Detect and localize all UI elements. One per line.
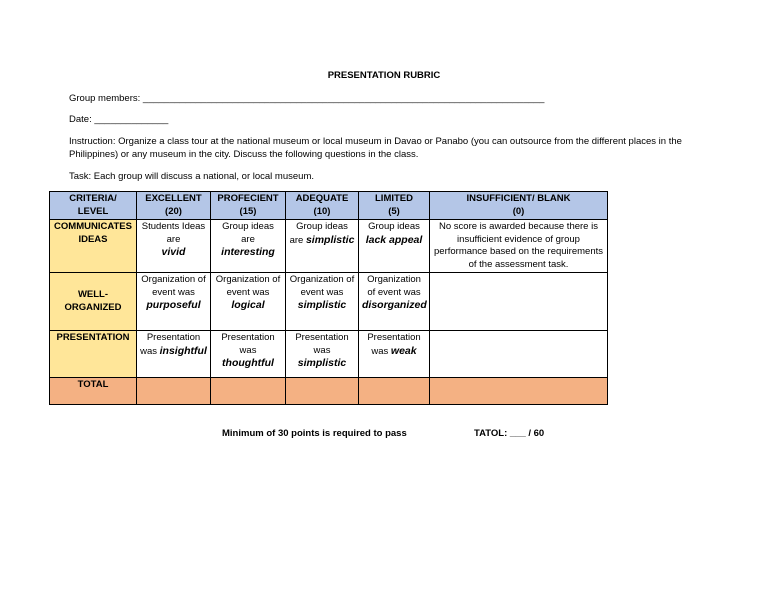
total-cell [359, 378, 430, 405]
header-row [50, 192, 608, 220]
rubric-cell: Group ideas lack appeal [359, 220, 430, 273]
rubric-cell: No score is awarded because there is insufficient evidence of group performance based on the requirements of the assessment task. [430, 220, 608, 273]
rubric-cell: Organization of event was purposeful [137, 273, 211, 331]
group-members-line: Group members: ____________________________________________________________________________ [69, 93, 545, 104]
table-row [50, 331, 608, 378]
criteria-cell: COMMUNICATES IDEAS [50, 220, 137, 273]
rubric-cell: Organization of event was logical [211, 273, 286, 331]
header-excellent: EXCELLENT (20) [137, 192, 211, 220]
total-row [50, 378, 608, 405]
date-line: Date: ______________ [69, 114, 169, 125]
table-row [50, 220, 608, 273]
table-row [50, 273, 608, 331]
rubric-cell: Organization of event was disorganized [359, 273, 430, 331]
instruction-text: Instruction: Organize a class tour at the national museum or local museum in Davao or Panabo (you can outsource from the different places in the Philippines) or any museum in the city. Discuss the following questions in the class. [69, 136, 682, 160]
criteria-cell: WELL-ORGANIZED [50, 273, 137, 331]
total-cell [430, 378, 608, 405]
rubric-table [49, 191, 608, 405]
header-limited: LIMITED (5) [359, 192, 430, 220]
rubric-cell: Presentation was thoughtful [211, 331, 286, 378]
header-insufficient: INSUFFICIENT/ BLANK (0) [430, 192, 608, 220]
header-criteria: CRITERIA/ LEVEL [50, 192, 137, 220]
total-cell [211, 378, 286, 405]
total-score-line: TATOL: ___ / 60 [474, 428, 545, 439]
rubric-cell [430, 331, 608, 378]
rubric-cell [430, 273, 608, 331]
rubric-cell: Presentation was insightful [137, 331, 211, 378]
rubric-cell: Group ideas are simplistic [286, 220, 359, 273]
criteria-cell: PRESENTATION [50, 331, 137, 378]
total-cell [137, 378, 211, 405]
rubric-cell: Presentation was weak [359, 331, 430, 378]
rubric-cell: Students Ideas are vivid [137, 220, 211, 273]
header-adequate: ADEQUATE (10) [286, 192, 359, 220]
task-text: Task: Each group will discuss a national, or local museum. [69, 171, 315, 182]
total-label: TOTAL [50, 378, 137, 405]
page-title: PRESENTATION RUBRIC [327, 70, 441, 81]
minimum-points-note: Minimum of 30 points is required to pass [222, 428, 407, 439]
rubric-cell: Group ideas are interesting [211, 220, 286, 273]
rubric-cell: Organization of event was simplistic [286, 273, 359, 331]
rubric-cell: Presentation was simplistic [286, 331, 359, 378]
total-cell [286, 378, 359, 405]
header-proficient: PROFECIENT (15) [211, 192, 286, 220]
